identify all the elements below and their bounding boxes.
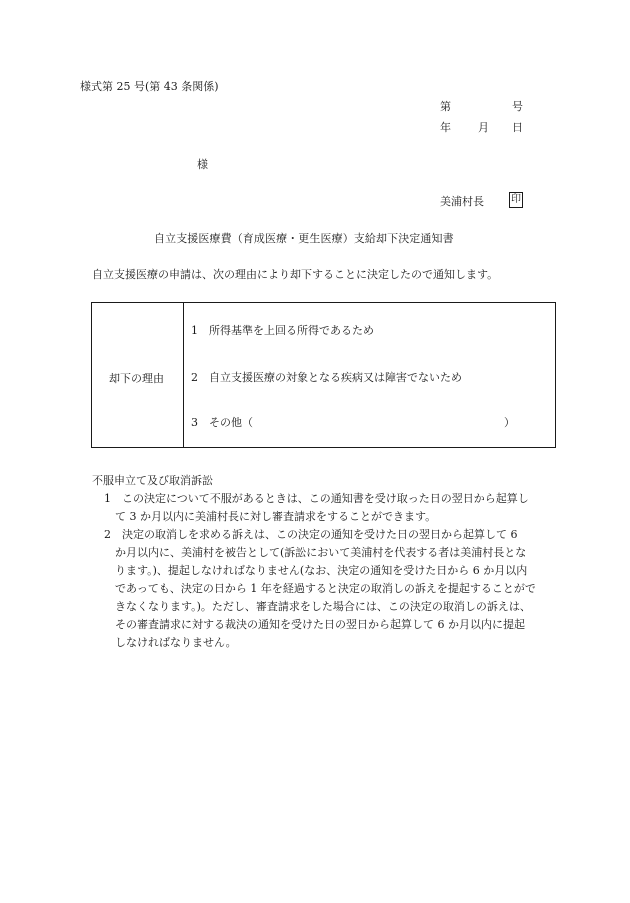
- date-month-label: 月: [478, 121, 489, 134]
- reason-table: [91, 302, 556, 448]
- table-divider: [183, 303, 184, 447]
- appeal-item-2-line: その審査請求に対する裁決の通知を受けた日の翌日から起算して 6 か月以内に提起: [115, 618, 525, 631]
- appeal-item-2-line: 2 決定の取消しを求める訴えは、この決定の通知を受けた日の翌日から起算して 6: [104, 528, 518, 541]
- seal-stamp-box: 印: [509, 192, 523, 208]
- reason-item: 1 所得基準を上回る所得であるため: [191, 324, 374, 337]
- date-year-label: 年: [440, 121, 451, 134]
- appeal-item-2-line: ります。)、提起しなければなりません(なお、決定の通知を受けた日から 6 か月以内: [115, 564, 528, 577]
- appeal-item-1-line: て 3 か月以内に美浦村長に対し審査請求をすることができます。: [115, 510, 437, 523]
- recipient-honorific: 様: [197, 158, 208, 171]
- issuer-title: 美浦村長: [440, 195, 484, 208]
- appeal-heading: 不服申立て及び取消訴訟: [92, 474, 213, 487]
- appeal-item-2-line: きなくなります。)。ただし、審査請求をした場合には、この決定の取消しの訴えは、: [115, 600, 531, 613]
- reason-item: 3 その他（: [191, 416, 253, 429]
- reason-item-close-paren: ）: [504, 416, 515, 429]
- document-number-label: 第: [440, 100, 451, 113]
- date-day-label: 日: [512, 121, 523, 134]
- document-title: 自立支援医療費（育成医療・更生医療）支給却下決定通知書: [154, 232, 454, 245]
- reason-item: 2 自立支援医療の対象となる疾病又は障害でないため: [191, 371, 462, 384]
- appeal-item-2-line: であっても、決定の日から 1 年を経過すると決定の取消しの訴えを提起することがで: [115, 582, 536, 595]
- appeal-item-1-line: 1 この決定について不服があるときは、この通知書を受け取った日の翌日から起算し: [104, 492, 529, 505]
- appeal-item-2-line: しなければなりません。: [115, 636, 237, 649]
- document-number-suffix: 号: [512, 100, 523, 113]
- form-number: 様式第 25 号(第 43 条関係): [80, 80, 219, 93]
- body-intro: 自立支援医療の申請は、次の理由により却下することに決定したので通知します。: [92, 268, 499, 281]
- appeal-item-2-line: か月以内に、美浦村を被告として(訴訟において美浦村を代表する者は美浦村長とな: [115, 546, 527, 559]
- reason-table-header: 却下の理由: [109, 372, 164, 385]
